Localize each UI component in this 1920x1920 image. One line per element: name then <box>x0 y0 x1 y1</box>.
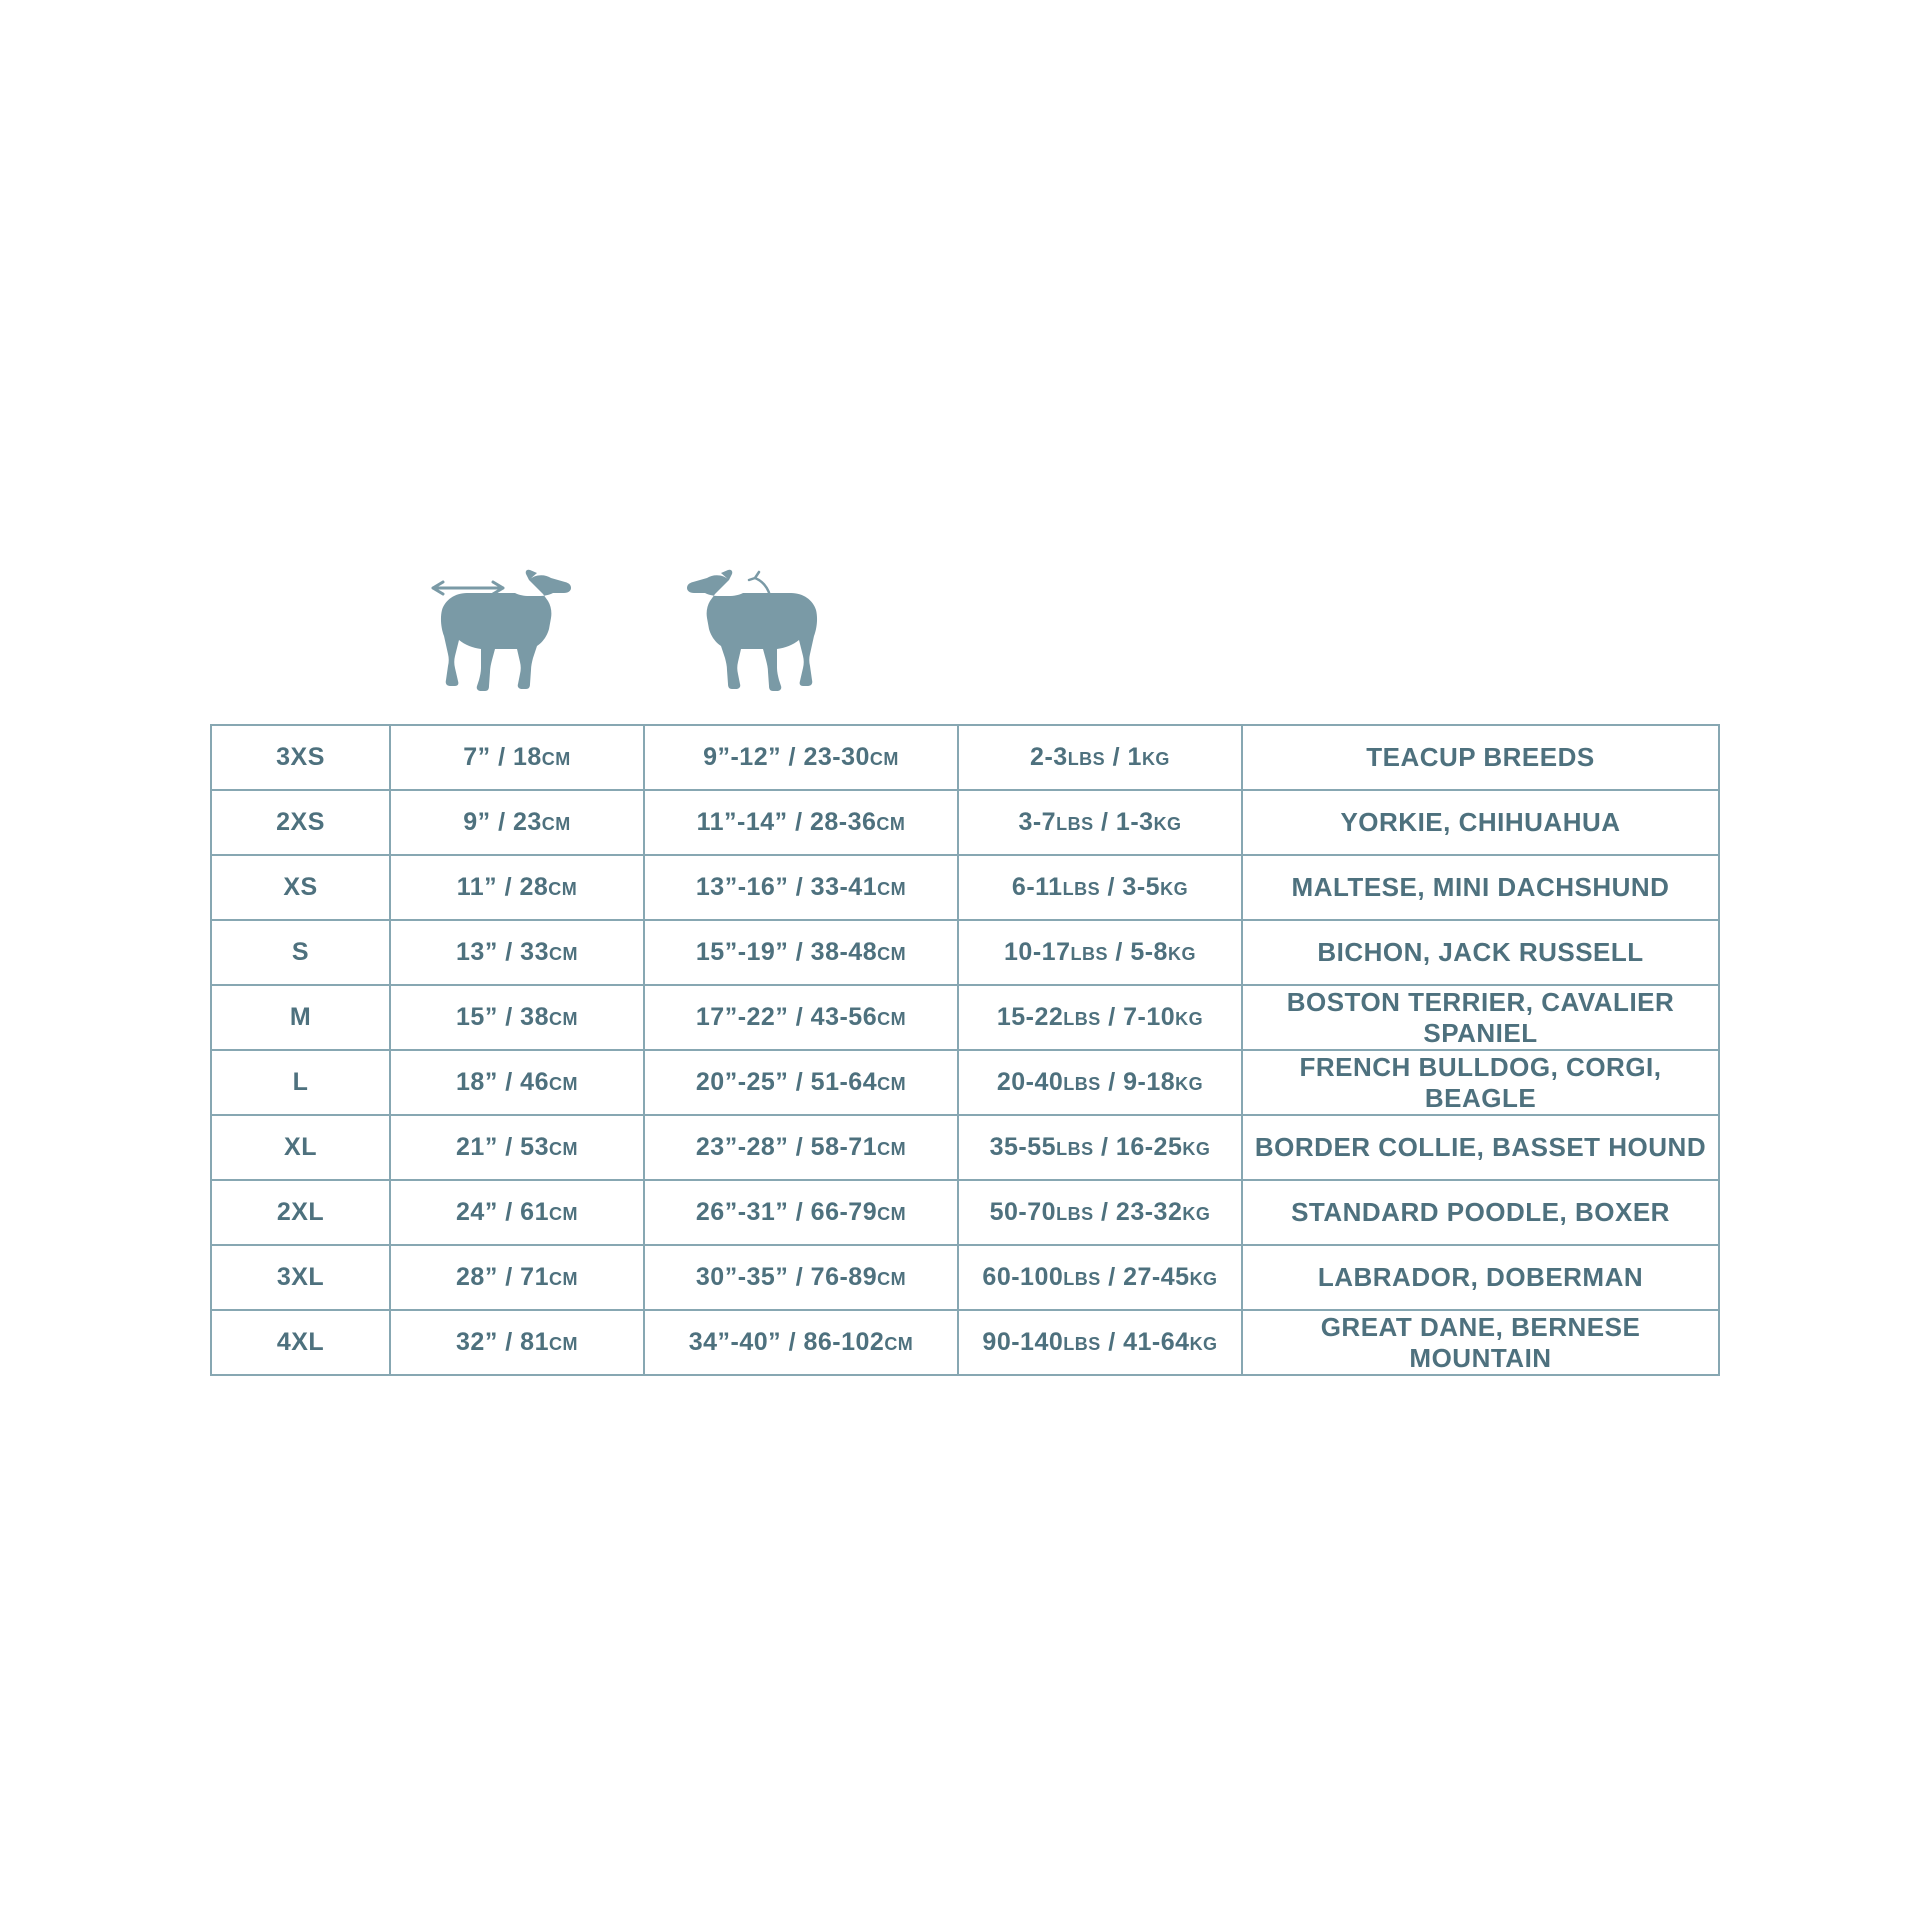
weight-value: 10-17 <box>1004 938 1071 966</box>
cell-neck <box>390 1050 644 1115</box>
cell-neck <box>390 790 644 855</box>
cell-breeds: TEACUP BREEDS <box>1242 725 1719 790</box>
cell-size: 2XL <box>211 1180 390 1245</box>
neck-value: 32” / 81 <box>456 1328 549 1356</box>
weight-value: 20-40 <box>996 1068 1064 1096</box>
table-row <box>211 985 1719 1050</box>
size-chart-content <box>210 550 1720 1376</box>
cell-chest <box>644 1115 958 1180</box>
cell-size: 3XS <box>211 725 390 790</box>
weight-unit-lbs: LBS <box>1063 1074 1101 1094</box>
chest-unit: CM <box>884 1334 914 1354</box>
chest-unit: CM <box>877 1009 907 1029</box>
table-row <box>211 1180 1719 1245</box>
weight-value-metric: / 1 <box>1105 743 1142 771</box>
chest-value: 9”-12” / 23-30 <box>703 743 870 771</box>
neck-unit: CM <box>548 1139 578 1159</box>
cell-weight <box>958 1050 1242 1115</box>
cell-breeds: FRENCH BULLDOG, CORGI, BEAGLE <box>1242 1050 1719 1115</box>
weight-unit-kg: KG <box>1167 944 1196 964</box>
weight-value: 90-140 <box>982 1328 1064 1356</box>
chest-unit: CM <box>869 749 899 769</box>
weight-unit-kg: KG <box>1182 1139 1211 1159</box>
cell-chest <box>644 1245 958 1310</box>
table-row <box>211 725 1719 790</box>
cell-size: L <box>211 1050 390 1115</box>
cell-size: 4XL <box>211 1310 390 1375</box>
weight-unit-lbs: LBS <box>1056 814 1094 834</box>
cell-weight <box>958 790 1242 855</box>
cell-neck <box>390 1115 644 1180</box>
cell-size: 2XS <box>211 790 390 855</box>
cell-neck <box>390 1245 644 1310</box>
weight-value: 3-7 <box>1018 808 1057 836</box>
neck-value: 11” / 28 <box>456 873 549 901</box>
chest-value: 34”-40” / 86-102 <box>688 1328 885 1356</box>
cell-size: M <box>211 985 390 1050</box>
table-row <box>211 790 1719 855</box>
table-row <box>211 1245 1719 1310</box>
cell-breeds: GREAT DANE, BERNESE MOUNTAIN <box>1242 1310 1719 1375</box>
chest-unit: CM <box>877 1204 907 1224</box>
cell-size: S <box>211 920 390 985</box>
neck-value: 15” / 38 <box>456 1003 549 1031</box>
table-row <box>211 855 1719 920</box>
cell-chest <box>644 855 958 920</box>
neck-value: 18” / 46 <box>456 1068 549 1096</box>
weight-value-metric: / 5-8 <box>1107 938 1168 966</box>
weight-unit-lbs: LBS <box>1063 1009 1101 1029</box>
neck-value: 28” / 71 <box>456 1263 549 1291</box>
cell-neck <box>390 920 644 985</box>
cell-weight <box>958 920 1242 985</box>
cell-neck <box>390 1310 644 1375</box>
dog-side-view-length-measure <box>425 550 615 710</box>
weight-value-metric: / 27-45 <box>1100 1263 1190 1291</box>
cell-weight <box>958 1245 1242 1310</box>
cell-neck <box>390 855 644 920</box>
cell-chest <box>644 1180 958 1245</box>
cell-chest <box>644 920 958 985</box>
cell-breeds: MALTESE, MINI DACHSHUND <box>1242 855 1719 920</box>
cell-weight <box>958 1180 1242 1245</box>
cell-chest <box>644 725 958 790</box>
weight-value-metric: / 7-10 <box>1100 1003 1176 1031</box>
weight-unit-kg: KG <box>1153 814 1182 834</box>
table-row <box>211 920 1719 985</box>
cell-weight <box>958 725 1242 790</box>
cell-chest <box>644 1050 958 1115</box>
chest-unit: CM <box>877 1269 907 1289</box>
weight-unit-lbs: LBS <box>1056 1204 1094 1224</box>
weight-value: 6-11 <box>1011 873 1063 901</box>
neck-value: 21” / 53 <box>456 1133 549 1161</box>
chest-value: 26”-31” / 66-79 <box>695 1198 878 1226</box>
weight-value: 35-55 <box>989 1133 1057 1161</box>
cell-size: 3XL <box>211 1245 390 1310</box>
table-row <box>211 1050 1719 1115</box>
weight-value-metric: / 23-32 <box>1093 1198 1183 1226</box>
chest-unit: CM <box>877 1074 907 1094</box>
chest-value: 30”-35” / 76-89 <box>695 1263 878 1291</box>
weight-value-metric: / 1-3 <box>1093 808 1154 836</box>
neck-unit: CM <box>548 1204 578 1224</box>
cell-chest <box>644 985 958 1050</box>
table-row <box>211 1310 1719 1375</box>
neck-unit: CM <box>541 749 571 769</box>
weight-unit-lbs: LBS <box>1062 879 1101 899</box>
weight-unit-kg: KG <box>1141 749 1170 769</box>
chest-value: 20”-25” / 51-64 <box>695 1068 878 1096</box>
chest-value: 13”-16” / 33-41 <box>695 873 878 901</box>
chest-value: 17”-22” / 43-56 <box>695 1003 878 1031</box>
cell-breeds: YORKIE, CHIHUAHUA <box>1242 790 1719 855</box>
weight-unit-kg: KG <box>1160 879 1189 899</box>
weight-value-metric: / 3-5 <box>1100 873 1161 901</box>
cell-chest <box>644 790 958 855</box>
cell-breeds: BOSTON TERRIER, CAVALIER SPANIEL <box>1242 985 1719 1050</box>
weight-value-metric: / 16-25 <box>1093 1133 1183 1161</box>
dog-illustrations <box>425 550 1720 710</box>
cell-neck <box>390 1180 644 1245</box>
weight-value-metric: / 41-64 <box>1100 1328 1190 1356</box>
neck-unit: CM <box>548 1269 578 1289</box>
weight-unit-lbs: LBS <box>1056 1139 1094 1159</box>
weight-unit-lbs: LBS <box>1067 749 1106 769</box>
neck-unit: CM <box>548 1334 578 1354</box>
weight-unit-lbs: LBS <box>1063 1334 1101 1354</box>
chest-unit: CM <box>877 1139 907 1159</box>
cell-size: XL <box>211 1115 390 1180</box>
weight-unit-lbs: LBS <box>1070 944 1108 964</box>
cell-breeds: BICHON, JACK RUSSELL <box>1242 920 1719 985</box>
weight-value: 2-3 <box>1030 743 1068 771</box>
cell-breeds: LABRADOR, DOBERMAN <box>1242 1245 1719 1310</box>
neck-value: 24” / 61 <box>456 1198 549 1226</box>
neck-value: 13” / 33 <box>456 938 549 966</box>
weight-value: 15-22 <box>996 1003 1064 1031</box>
neck-unit: CM <box>548 944 578 964</box>
neck-value: 9” / 23 <box>463 808 542 836</box>
chest-value: 23”-28” / 58-71 <box>695 1133 878 1161</box>
weight-value: 50-70 <box>989 1198 1057 1226</box>
cell-breeds: STANDARD POODLE, BOXER <box>1242 1180 1719 1245</box>
chest-value: 11”-14” / 28-36 <box>696 808 877 836</box>
chest-unit: CM <box>877 944 907 964</box>
weight-unit-lbs: LBS <box>1063 1269 1101 1289</box>
size-chart-table <box>210 724 1720 1376</box>
cell-weight <box>958 1310 1242 1375</box>
weight-unit-kg: KG <box>1182 1204 1211 1224</box>
chest-unit: CM <box>876 814 906 834</box>
weight-unit-kg: KG <box>1189 1334 1218 1354</box>
neck-unit: CM <box>548 879 578 899</box>
neck-unit: CM <box>548 1074 578 1094</box>
chest-value: 15”-19” / 38-48 <box>695 938 878 966</box>
chest-unit: CM <box>877 879 907 899</box>
cell-weight <box>958 855 1242 920</box>
cell-chest <box>644 1310 958 1375</box>
cell-weight <box>958 1115 1242 1180</box>
dog-side-view-girth-measure <box>643 550 833 710</box>
cell-weight <box>958 985 1242 1050</box>
weight-unit-kg: KG <box>1189 1269 1218 1289</box>
weight-value: 60-100 <box>982 1263 1064 1291</box>
neck-unit: CM <box>541 814 571 834</box>
neck-unit: CM <box>548 1009 578 1029</box>
cell-size: XS <box>211 855 390 920</box>
table-row <box>211 1115 1719 1180</box>
neck-value: 7” / 18 <box>463 743 542 771</box>
weight-unit-kg: KG <box>1175 1074 1204 1094</box>
weight-unit-kg: KG <box>1175 1009 1204 1029</box>
size-chart-table-body <box>211 725 1719 1375</box>
cell-breeds: BORDER COLLIE, BASSET HOUND <box>1242 1115 1719 1180</box>
cell-neck <box>390 985 644 1050</box>
weight-value-metric: / 9-18 <box>1100 1068 1176 1096</box>
cell-neck <box>390 725 644 790</box>
